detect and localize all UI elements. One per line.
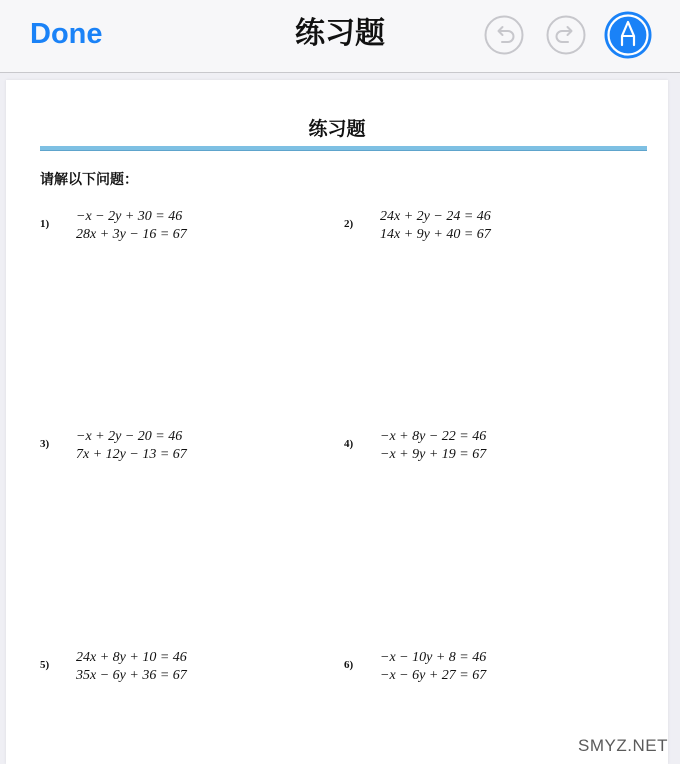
equation-2: 14x + 9y + 40 = 67 [380, 227, 491, 242]
problem-3 [40, 428, 330, 468]
watermark: SMYZ.NET [578, 736, 668, 755]
equation-1: −x − 10y + 8 = 46 [380, 650, 487, 665]
instructions-text: 请解以下问题： [40, 172, 138, 188]
problem-number: 2) [344, 218, 354, 230]
equation-2: 7x + 12y − 13 = 67 [76, 447, 187, 462]
problem-6 [344, 649, 634, 689]
equation-2: 28x + 3y − 16 = 67 [76, 227, 187, 242]
equation-1: 24x + 2y − 24 = 46 [380, 209, 491, 224]
problem-5 [40, 649, 330, 689]
markup-button[interactable] [603, 10, 653, 60]
equation-1: −x − 2y + 30 = 46 [76, 209, 183, 224]
problem-number: 5) [40, 659, 50, 671]
equation-1: −x + 2y − 20 = 46 [76, 429, 183, 444]
problem-1 [40, 208, 330, 248]
markup-pen-icon [603, 10, 653, 60]
problem-4 [344, 428, 634, 468]
undo-arrow-icon [483, 14, 525, 56]
equation-2: −x + 9y + 19 = 67 [380, 447, 487, 462]
equation-2: −x − 6y + 27 = 67 [380, 668, 487, 683]
problem-2 [344, 208, 634, 248]
problem-number: 6) [344, 659, 354, 671]
toolbar-title: 练习题 [295, 16, 385, 51]
document-title: 练习题 [308, 118, 366, 140]
problem-number: 1) [40, 218, 50, 230]
equation-2: 35x − 6y + 36 = 67 [76, 668, 187, 683]
done-button[interactable]: Done [30, 18, 103, 50]
equation-1: −x + 8y − 22 = 46 [380, 429, 487, 444]
equation-1: 24x + 8y + 10 = 46 [76, 650, 187, 665]
document-page [6, 80, 668, 764]
redo-arrow-icon [545, 14, 587, 56]
title-divider [40, 146, 647, 151]
problem-number: 4) [344, 438, 354, 450]
top-toolbar [0, 0, 680, 73]
undo-button[interactable] [483, 14, 525, 56]
problem-number: 3) [40, 438, 50, 450]
redo-button[interactable] [545, 14, 587, 56]
